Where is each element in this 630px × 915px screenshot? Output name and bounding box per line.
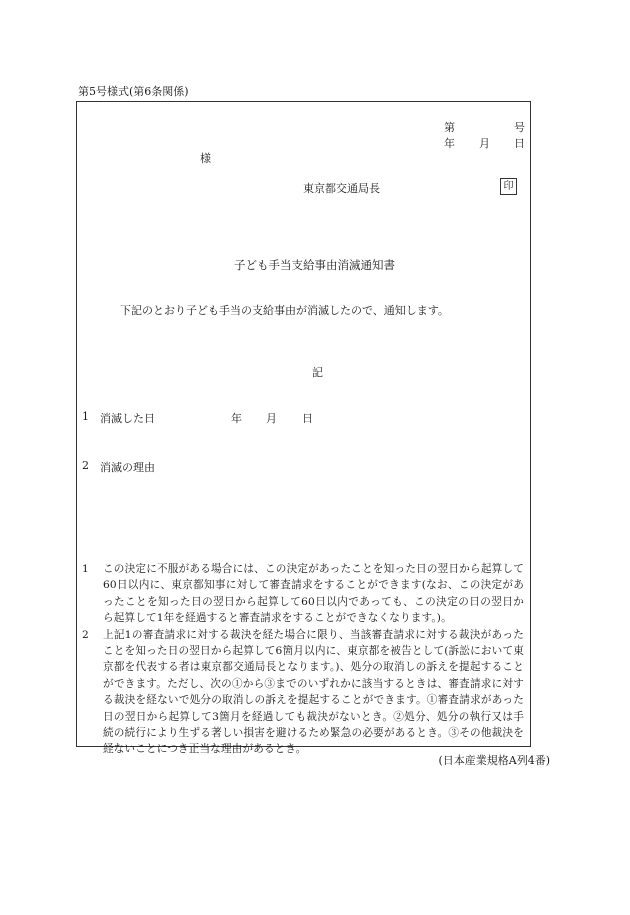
ki-heading: 記 [312, 366, 323, 379]
document-number-suffix: 号 [514, 121, 525, 134]
paper-size-note: (日本産業規格A列4番) [438, 754, 550, 767]
note-number: 2 [82, 628, 89, 641]
issuer-name: 東京都交通局長 [303, 182, 380, 195]
seal-stamp: 印 [500, 178, 517, 195]
item-2-number: 2 [82, 459, 89, 472]
note-number: 1 [82, 563, 89, 575]
document-number-prefix: 第 [444, 121, 455, 134]
note-item [82, 561, 524, 627]
note-item [82, 627, 524, 758]
body-statement: 下記のとおり子ども手当の支給事由が消滅したので、通知します。 [120, 304, 449, 317]
document-title: 子ども手当支給事由消滅通知書 [234, 258, 395, 272]
item-1-date-month: 月 [266, 412, 277, 425]
issue-date-day: 日 [514, 137, 525, 150]
appeal-notes [82, 561, 524, 758]
item-1-date-year: 年 [231, 412, 242, 425]
item-2-label: 消滅の理由 [100, 461, 155, 474]
addressee-suffix: 様 [200, 152, 211, 165]
issue-date-year: 年 [444, 137, 455, 150]
note-text: 上記1の審査請求に対する裁決を経た場合に限り、当該審査請求に対する裁決があったことを知った日の翌日から起算して6箇月以内に、東京都を被告として(訴訟において東京都を代表する者は東京都交通局長となります。)、処分の取消しの訴えを提起することができます。ただし、次の①から③までのいずれかに該当するときは、審査請求に対する裁決を経ないで処分の取消しの訴えを提起することができます。①審査請求があった日の翌日から起算して3箇月を経過しても裁決がないとき。②処分、処分の執行又は手続の続行により生ずる著しい損害を避けるため緊急の必要があるとき。③その他裁決を経ないことにつき正当な理由があるとき。 [103, 628, 524, 756]
item-1-label: 消滅した日 [100, 412, 155, 425]
note-text: この決定に不服がある場合には、この決定があったことを知った日の翌日から起算して60日以内に、東京都知事に対して審査請求をすることができます(なお、この決定があったことを知った日の翌日から起算して60日以内であっても、この決定の日の翌日から起算して1年を経過すると審査請求をすることができなくなります。)。 [103, 563, 524, 625]
item-1-date-day: 日 [302, 412, 313, 425]
issue-date-month: 月 [479, 137, 490, 150]
form-label: 第5号様式(第6条関係) [78, 85, 189, 98]
item-1-number: 1 [82, 410, 89, 423]
